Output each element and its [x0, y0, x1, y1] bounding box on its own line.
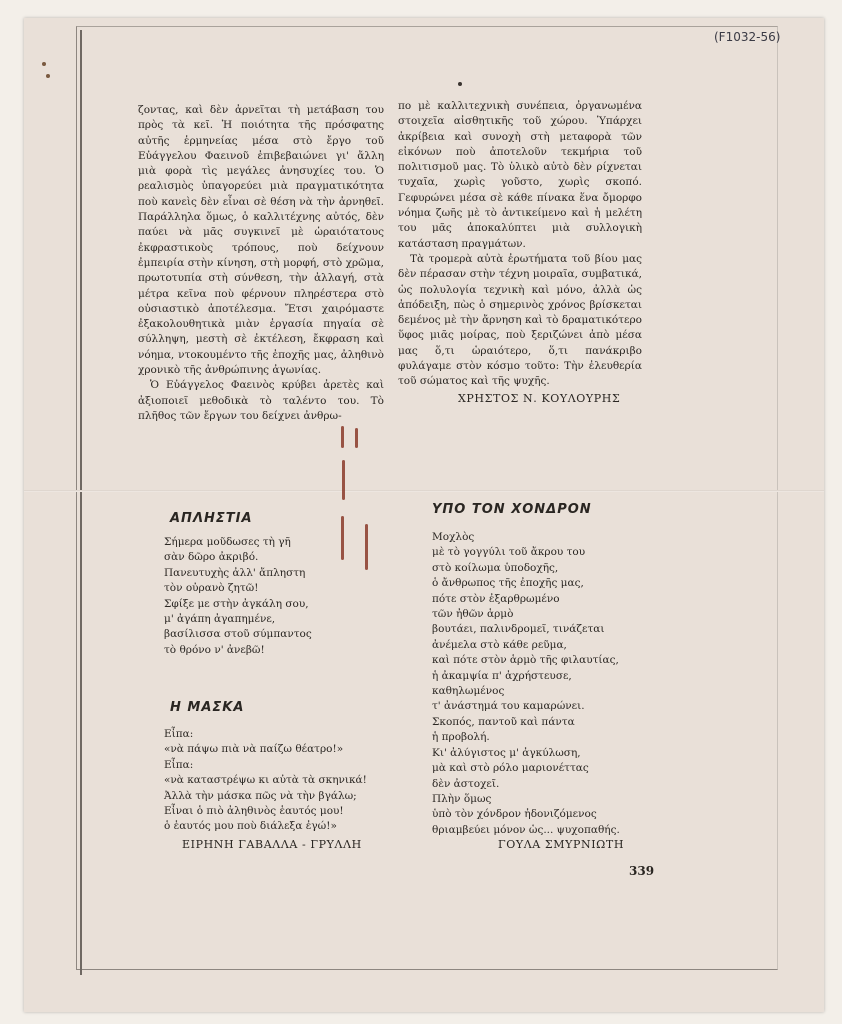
poem-line: καθηλωμένος	[432, 685, 505, 698]
page-number: 339	[629, 864, 655, 878]
poem-line: βασίλισσα στοῦ σύμπαντος	[164, 628, 312, 641]
poem-line: μὰ καὶ στὸ ρόλο μαριονέττας	[432, 762, 589, 775]
page-fold	[24, 490, 824, 492]
poem-line: καὶ πότε στὸν ἁρμὸ τῆς φιλαυτίας,	[432, 654, 619, 667]
poem-chondron	[432, 530, 620, 838]
poem-aplistia	[164, 535, 312, 658]
poem-title-aplistia: ΑΠΛΗΣΤΙΑ	[170, 511, 253, 526]
poem-line: Εἶναι ὁ πιὸ ἀληθινὸς ἑαυτός μου!	[164, 805, 344, 818]
poem-line: τὸ θρόνο ν' ἀνεβῶ!	[164, 643, 265, 656]
article-paragraph: Ὁ Εὐάγγελος Φαεινὸς κρύβει ἀρετὲς καὶ ἀξιοποιεῖ μεθοδικὰ τὸ ταλέντο του. Τὸ πλῆθος τῶν ἔργων του δείχνει ἀνθρω-	[138, 379, 384, 422]
poem-chondron-author: ΓΟΥΛΑ ΣΜΥΡΝΙΩΤΗ	[498, 838, 625, 851]
poem-line: τὸν οὐρανὸ ζητῶ!	[164, 582, 259, 595]
poem-maska-author: ΕΙΡΗΝΗ ΓΑΒΑΛΛΑ - ΓΡΥΛΛΗ	[182, 838, 362, 851]
poem-line: Εἶπα:	[164, 758, 194, 771]
poem-title-chondron: ΥΠΟ ΤΟΝ ΧΟΝΔΡΟΝ	[432, 502, 592, 517]
article-paragraph: Τὰ τρομερὰ αὐτὰ ἐρωτήματα τοῦ βίου μας δὲν πέρασαν στὴν τέχνη μοιραῖα, συμβατικά, ὡς πολυλογία τεχνικὴ καὶ μόνο, ἀλλὰ ὡς ἀπόδειξη, πὼς ὁ σημερινὸς χρόνος βρίσκεται δεμένος μὲ τὴν ἄρνηση καὶ τὸ δραματικότερο ὕφος μιᾶς μοίρας, ποὺ ξεριζώνει ἀπὸ μέσα μας ὅ,τι ὡραιότερο, ὅ,τι πανάκριβο φυλάγαμε στὸν κόσμο τοῦτο: Τὴν ἐλευθερία τοῦ σώματος καὶ τῆς ψυχῆς.	[398, 252, 642, 388]
poem-line: ὑπὸ τὸν χόνδρον ἠδονιζόμενος	[432, 808, 597, 821]
poem-line: ἡ ἀκαμψία π' ἀχρήστευσε,	[432, 669, 572, 682]
poem-line: στὸ κοίλωμα ὑποδοχῆς,	[432, 561, 559, 574]
margin-rule	[80, 30, 82, 975]
poem-line: ὁ ἄνθρωπος τῆς ἐποχῆς μας,	[432, 577, 584, 590]
poem-line: «νὰ πάψω πιὰ νὰ παίζω θέατρο!»	[164, 743, 344, 756]
poem-line: σὰν δῶρο ἀκριβό.	[164, 551, 259, 564]
poem-line: Ἀλλὰ τὴν μάσκα πῶς νὰ τὴν βγάλω;	[164, 789, 357, 802]
poem-line: μ' ἀγάπη ἀγαπημένε,	[164, 613, 276, 626]
poem-line: Κι' ἀλύγιστος μ' ἀγκύλωση,	[432, 746, 581, 759]
article-paragraph: ζοντας, καὶ δὲν ἀρνεῖται τὴ μετάβαση του πρὸς τὰ κεῖ. Ἡ ποιότητα τῆς πρόσφατης αὐτῆς ἑρμηνείας μέσα στὸ ἔργο τοῦ Εὐάγγελου Φαεινοῦ ἐπιβεβαιώνει γι' ἄλλη μιὰ φορὰ τὶς μεγάλες ἀνησυχίες του. Ὁ ρεαλισμὸς ὑπαγορεύει μιὰ πραγματικότητα ποὺ κανεὶς δὲν εἶναι σὲ θέση νὰ τὴν ἀρνηθεῖ. Παράλληλα ὅμως, ὁ καλλιτέχνης αὐτός, δὲν παύει νὰ μᾶς συγκινεῖ μὲ ὡραιότατους ἐκφραστικοὺς τρόπους, ποὺ δείχνουν ἐμπειρία στὴν κίνηση, στὴ μορφή, στὸ χρῶμα, πρωτοτυπία στὴ σύνθεση, τὴν ἀλλαγή, στὰ μέτρα κεῖνα ποὺ φέρνουν πληρέστερα στὸ οὐσιαστικὸ ἀποτέλεσμα. Ἔτσι χαιρόμαστε ἐξακολουθητικὰ μιὰν ἐργασία πηγαία σὲ σύλληψη, μεστὴ σὲ ἐκτέλεση, ἔκφραση καὶ νόημα, ντοκουμέντο τῆς ἐποχῆς μας, ἀληθινὸ χρονικὸ τῆς ἀνθρώπινης ἀγωνίας.	[138, 104, 384, 377]
staple-hole	[46, 74, 50, 78]
poem-line: τῶν ἠθῶν ἁρμὸ	[432, 608, 514, 621]
poem-line: βουτάει, παλινδρομεῖ, τινάζεται	[432, 623, 605, 636]
poem-line: δὲν ἀστοχεῖ.	[432, 777, 500, 790]
poem-line: «νὰ καταστρέψω κι αὐτὰ τὰ σκηνικά!	[164, 774, 367, 787]
poem-line: Σκοπός, παντοῦ καὶ πάντα	[432, 715, 575, 728]
poem-line: Πλὴν ὅμως	[432, 792, 492, 805]
poem-line: Εἶπα:	[164, 728, 194, 740]
red-mark	[342, 460, 345, 500]
poem-line: Μοχλὸς	[432, 531, 475, 543]
poem-line: Σφίξε με στὴν ἀγκάλη σου,	[164, 597, 309, 610]
archive-code: (F1032-56)	[714, 30, 781, 44]
poem-line: πότε στὸν ἐξαρθρωμένο	[432, 592, 560, 605]
article-right-column	[398, 99, 642, 390]
poem-line: τ' ἀνάστημά του καμαρώνει.	[432, 700, 585, 713]
article-author: ΧΡΗΣΤΟΣ Ν. ΚΟΥΛΟΥΡΗΣ	[458, 392, 621, 405]
red-mark	[341, 426, 344, 448]
poem-maska	[164, 727, 367, 835]
poem-line: θριαμβεύει μόνον ὡς... ψυχοπαθής.	[432, 823, 620, 836]
staple-hole	[42, 62, 46, 66]
article-paragraph: πο μὲ καλλιτεχνικὴ συνέπεια, ὀργανωμένα στοιχεῖα αἰσθητικῆς τοῦ χώρου. Ὑπάρχει ἀκρίβεια καὶ συνοχὴ στὴ μεταφορὰ τῶν εἰκόνων ποὺ ἀποτελοῦν τεκμήρια τοῦ πολιτισμοῦ μας. Τὸ ὑλικὸ αὐτὸ δὲν ρίχνεται τυχαῖα, χωρὶς γοῦστο, χωρὶς σκοπό. Γεφυρώνει μέσα σὲ κάθε πίνακα ἕνα ὄμορφο νόημα ζωῆς μὲ τὸ ἀντικείμενο καὶ ἡ μελέτη του μᾶς ἀποκαλύπτει μιὰ συλλογικὴ κατάσταση πραγμάτων.	[398, 100, 642, 250]
poem-line: Πανευτυχὴς ἀλλ' ἄπληστη	[164, 566, 306, 579]
poem-line: ἡ προβολή.	[432, 731, 490, 744]
article-left-column	[138, 103, 384, 424]
poem-line: ὁ ἑαυτός μου ποὺ διάλεξα ἐγώ!»	[164, 820, 337, 833]
poem-line: Σήμερα μοῦδωσες τὴ γῆ	[164, 536, 291, 548]
red-mark	[365, 524, 368, 570]
red-mark	[341, 516, 344, 560]
ink-dot	[458, 82, 462, 86]
poem-title-maska: Η ΜΑΣΚΑ	[170, 700, 245, 715]
red-mark	[355, 428, 358, 448]
poem-line: μὲ τὸ γογγύλι τοῦ ἄκρου του	[432, 546, 586, 559]
poem-line: ἀνέμελα στὸ κάθε ρεῦμα,	[432, 638, 567, 651]
